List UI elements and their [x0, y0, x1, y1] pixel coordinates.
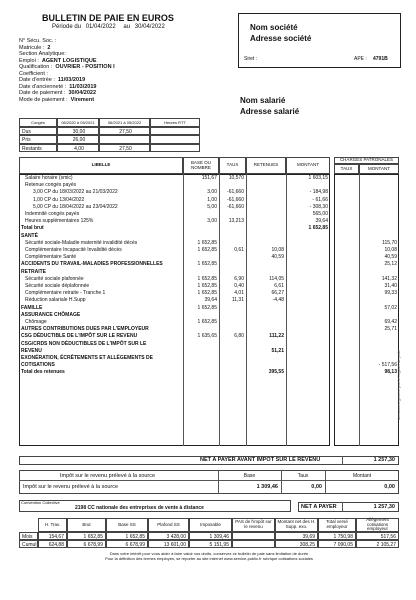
- table-row: [0, 233, 416, 240]
- row-base: 1 652,85: [197, 239, 217, 246]
- impot-base: 1 309,46: [256, 484, 278, 490]
- table-row: [0, 211, 416, 218]
- row-label: RETRAITE: [21, 268, 46, 275]
- employee-info-label: Matricule :: [19, 44, 45, 51]
- col-cp-montant-header: MONTANT: [359, 164, 399, 174]
- employee-info-value: OUVRIER - POSITION I: [55, 64, 115, 70]
- summary-cell: 6 678,99: [67, 540, 106, 548]
- side-note: document généré par le logiciel de paie: [396, 350, 401, 420]
- conges-cell: 27,50: [99, 127, 150, 136]
- row-base: 3,00: [207, 189, 217, 196]
- row-label: FAMILLE: [21, 304, 43, 311]
- row-taux: -61,660: [227, 196, 244, 203]
- impot-base-header: Base: [243, 473, 256, 479]
- summary-cell: 3 428,00: [148, 532, 189, 540]
- period-from: 01/04/2022: [85, 24, 116, 30]
- conges-row-label: Pris: [19, 135, 57, 144]
- summary-cell: [232, 532, 275, 540]
- employee-info-value: 2: [47, 44, 51, 51]
- employee-info-label: Section Analytique:: [19, 51, 66, 57]
- employee-info-value: 11/03/2019: [69, 83, 97, 90]
- row-base: 1 652,85: [197, 275, 217, 282]
- row-taux: 6,90: [234, 275, 244, 282]
- siret-label: Siret :: [244, 56, 258, 62]
- conges-cell: 26,00: [57, 135, 99, 144]
- row-ret: 66,27: [271, 290, 284, 297]
- table-row: [0, 283, 416, 290]
- summary-header-cell: Total versé employeur: [318, 518, 356, 532]
- row-mont: 565,00: [312, 211, 328, 217]
- col-retenues-header: RETENUES: [246, 157, 286, 174]
- summary-header-cell: Imposable: [189, 518, 232, 532]
- net-before-tax-label: NET A PAYER AVANT IMPOT SUR LE REVENU: [200, 457, 321, 463]
- row-base: 5,00: [207, 203, 217, 210]
- summary-header-cell: [19, 518, 38, 532]
- row-label: Total brut: [21, 225, 44, 232]
- convention-text: 2198 CC nationale des entreprises de vente à distance: [75, 505, 204, 511]
- employee-info-line: [19, 97, 94, 104]
- employee-info-value: AGENT LOGISTIQUE: [41, 57, 97, 64]
- employee-info-label: Mode de paiement :: [19, 96, 68, 103]
- row-label: Retenue congés payés: [25, 182, 77, 189]
- table-row: [0, 312, 416, 319]
- employee-info-label: Date d'entrée :: [19, 77, 55, 83]
- table-row: [0, 305, 416, 312]
- table-row: [0, 247, 416, 254]
- table-row: [0, 189, 416, 196]
- summary-cell: 308,25: [275, 540, 318, 548]
- summary-cell: 1 750,98: [318, 532, 356, 540]
- table-row: [0, 341, 416, 348]
- row-mont: - 61,66: [312, 196, 328, 203]
- row-base: 1 652,85: [197, 319, 217, 325]
- summary-header-cell: Base SS: [106, 518, 148, 532]
- row-label: ACCIDENTS DU TRAVAIL-MALADIES PROFESSIONNELLES: [21, 261, 163, 268]
- row-base: 1 652,85: [197, 283, 217, 289]
- row-label: Sécurité sociale déplafonnée: [25, 283, 90, 289]
- conges-cell: [99, 135, 150, 144]
- row-cpm: 40,59: [384, 254, 397, 261]
- row-label: ASSURANCE CHÔMAGE: [21, 311, 81, 318]
- summary-cell: 1 652,85: [106, 532, 148, 540]
- conges-cell: 30,00: [57, 127, 99, 136]
- table-row: [0, 297, 416, 304]
- conges-table: [19, 118, 200, 152]
- conges-cell: [150, 135, 200, 144]
- table-row: [0, 348, 416, 355]
- period-to-label: au: [123, 24, 131, 30]
- employee-info-label: Date d'ancienneté :: [19, 83, 67, 90]
- table-row: [0, 182, 416, 189]
- row-cpm: 25,71: [384, 326, 397, 333]
- row-cpm: 10,08: [384, 247, 397, 253]
- summary-header-cell: Allègement cotisations employeur: [356, 518, 399, 532]
- table-row: [0, 175, 416, 182]
- net-a-payer-value: 1 257,30: [373, 504, 395, 510]
- table-row: [0, 240, 416, 247]
- row-mont: 1 652,85: [308, 225, 328, 232]
- table-row: [0, 362, 416, 369]
- row-taux: -61,660: [227, 203, 244, 210]
- row-mont: 1 603,15: [308, 175, 328, 181]
- impot-row-label: Impôt sur le revenu prélevé à la source: [23, 484, 119, 490]
- conges-cell: [150, 127, 200, 136]
- summary-cell: 13 601,00: [148, 540, 189, 548]
- row-taux: 0,40: [234, 283, 244, 289]
- summary-cell: 624,88: [38, 540, 67, 548]
- summary-cell: 5 151,95: [189, 540, 232, 548]
- row-taux: 10,570: [228, 175, 244, 181]
- row-ret: 6,61: [274, 283, 284, 289]
- table-row: [0, 204, 416, 211]
- conges-cell: 4,00: [57, 144, 99, 153]
- summary-row-label: Mois: [19, 532, 38, 540]
- row-label: CSG DÉDUCTIBLE DE L'IMPÔT SUR LE REVENU: [21, 333, 138, 340]
- employee-name: Nom salarié: [240, 96, 286, 105]
- row-cpm: 69,42: [384, 319, 397, 325]
- row-taux: 11,31: [231, 297, 244, 304]
- row-mont: 39,64: [315, 218, 328, 225]
- row-cpm: 98,13: [384, 369, 397, 376]
- row-label: Complémentaire Santé: [25, 254, 77, 261]
- row-ret: -4,48: [272, 297, 284, 304]
- employee-info-label: Qualification :: [19, 64, 53, 70]
- table-row: [0, 290, 416, 297]
- summary-header-cell: Plafond SS: [148, 518, 189, 532]
- employer-name: Nom société: [250, 23, 298, 32]
- conges-header-cell: Heures RTT: [150, 118, 200, 127]
- row-label: CSG/CRDS NON DÉDUCTIBLES DE L'IMPÔT SUR LE: [21, 340, 147, 347]
- impot-title: Impôt sur le revenu prélevé à la source: [60, 473, 156, 479]
- col-montant-header: MONTANT: [286, 157, 330, 174]
- ape-value: 4791B: [373, 56, 388, 62]
- row-ret: 40,59: [271, 254, 284, 261]
- row-label: Sécurité sociale-Maladie maternité invalidité décès: [25, 239, 138, 246]
- conges-row-label: Restants: [19, 144, 57, 153]
- row-label: Chômage: [25, 319, 47, 325]
- conges-header-cell: 06/2021 à 05/2022: [99, 118, 150, 127]
- summary-header-cell: Montant net des H. Supp. exo.: [275, 518, 318, 532]
- impot-montant-header: Montant: [352, 473, 372, 479]
- row-ret: 10,08: [271, 247, 284, 253]
- row-base: 1 635,65: [197, 333, 217, 340]
- conges-cell: 27,50: [99, 144, 150, 153]
- table-row: [0, 369, 416, 376]
- table-row: [0, 355, 416, 362]
- summary-cell: 7 090,05: [318, 540, 356, 548]
- table-row: [0, 333, 416, 340]
- summary-cell: 154,67: [38, 532, 67, 540]
- conges-header-cell: Congés: [19, 118, 57, 127]
- row-label: 1,00 CP du 13/04/2022: [33, 196, 85, 203]
- summary-header-cell: Brut: [67, 518, 106, 532]
- impot-montant: 0,00: [384, 484, 395, 490]
- period-label: Période du: [52, 24, 82, 30]
- conges-header-cell: 06/2020 à 05/2021: [57, 118, 99, 127]
- net-before-tax-value: 1 257,30: [373, 457, 395, 463]
- row-cpm: 115,70: [382, 239, 397, 246]
- row-cpm: 57,02: [384, 304, 397, 311]
- summary-cell: 2 105,27: [356, 540, 399, 548]
- net-a-payer-label: NET A PAYER: [301, 504, 337, 510]
- row-label: 5,00 CP du 18/04/2022 au 23/04/2022: [33, 203, 118, 210]
- summary-cell: 39,69: [275, 532, 318, 540]
- row-label: Salaire horaire (smic): [25, 175, 73, 181]
- table-row: [0, 254, 416, 261]
- row-base: 1 652,85: [197, 247, 217, 253]
- row-mont: - 308,30: [309, 203, 328, 210]
- summary-cell: 517,56: [356, 532, 399, 540]
- employee-info-value: 11/03/2019: [57, 77, 86, 83]
- ape-label: APE :: [354, 56, 367, 62]
- impot-taux-header: Taux: [297, 473, 309, 479]
- col-cp-taux-header: TAUX: [334, 164, 359, 174]
- charges-patronales-header: CHARGES PATRONALES: [334, 157, 399, 164]
- employee-info-label: Date de paiement :: [19, 90, 66, 96]
- row-taux: 0,61: [234, 247, 244, 253]
- table-row: [0, 261, 416, 268]
- table-row: [0, 225, 416, 232]
- row-label: COTISATIONS: [21, 362, 55, 369]
- row-base: 1 652,85: [197, 261, 217, 268]
- row-base: 3,00: [207, 218, 217, 225]
- summary-cell: 6 678,99: [106, 540, 148, 548]
- row-label: Complémentaire retraite - Tranche 1: [25, 290, 106, 297]
- row-label: AUTRES CONTRIBUTIONS DUES PAR L'EMPLOYEUR: [21, 326, 149, 333]
- row-taux: 13,213: [228, 218, 244, 225]
- row-base: 39,64: [204, 297, 217, 304]
- period-to: 30/04/2022: [134, 24, 165, 30]
- table-row: [0, 197, 416, 204]
- employer-address: Adresse société: [250, 34, 312, 43]
- employee-info-value: 30/04/2022: [68, 90, 97, 96]
- employer-box: [238, 13, 401, 68]
- summary-cell: 1 309,46: [189, 532, 232, 540]
- conges-cell: [150, 144, 200, 153]
- table-row: [0, 276, 416, 283]
- row-label: Réduction salariale H.Supp: [25, 297, 86, 304]
- row-label: SANTÉ: [21, 232, 38, 239]
- conges-row-label: Dus: [19, 127, 57, 136]
- row-mont: - 184,98: [309, 189, 328, 196]
- footer-line-2: Pour la définition des termes employés, se reporter au site internet www.service-public.fr rubrique cotisations sociales: [105, 556, 313, 561]
- row-ret: 111,22: [269, 333, 284, 340]
- pay-period: [52, 24, 165, 31]
- row-cpm: 99,33: [384, 290, 397, 297]
- table-row: [0, 218, 416, 225]
- row-taux: 6,80: [234, 333, 244, 340]
- row-label: REVENU: [21, 347, 42, 354]
- row-taux: -61,660: [227, 189, 244, 196]
- summary-header-cell: PAS de l'impôt sur le revenu: [232, 518, 275, 532]
- row-base: 1,00: [207, 196, 217, 203]
- employee-info-value: Virement: [70, 96, 95, 103]
- row-cpm: 141,32: [381, 275, 397, 282]
- row-ret: 395,55: [268, 369, 284, 376]
- row-label: 3,00 CP du 18/03/2022 au 21/03/2022: [33, 189, 118, 196]
- footer-line-1: Dans votre intérêt pour vous aider à faire valoir vos droits, conservez ce bulletin de paie sans limitation de durée: [109, 551, 309, 556]
- row-base: 1 652,85: [197, 304, 217, 311]
- summary-header-cell: H. Trav.: [38, 518, 67, 532]
- document-title: BULLETIN DE PAIE EN EUROS: [42, 13, 174, 23]
- row-base: 151,67: [201, 175, 217, 181]
- row-label: Sécurité sociale plafonnée: [25, 275, 84, 282]
- convention-label: Convention Collective: [21, 500, 60, 505]
- summary-cell: [232, 540, 275, 548]
- summary-cell: 1 652,85: [67, 532, 106, 540]
- col-base-header: BASE OU NOMBRE: [183, 157, 219, 174]
- row-label: Heures supplémentaires 125%: [25, 218, 94, 225]
- row-label: EXONÉRATION, ÉCRÊTEMENTS ET ALLÈGEMENTS DE: [21, 355, 153, 361]
- row-cpm: 31,40: [384, 283, 397, 289]
- summary-row-label: Cumul: [19, 540, 38, 548]
- row-cpm: 25,12: [384, 261, 397, 268]
- row-ret: 51,21: [271, 347, 284, 354]
- employee-info-label: Coefficient :: [19, 70, 48, 77]
- table-row: [0, 269, 416, 276]
- row-label: Total des retenues: [21, 369, 65, 376]
- row-cpm: - 517,56: [378, 362, 397, 369]
- row-label: Complémentaire Incapacité Invalidité décès: [25, 247, 122, 253]
- col-libelle-header: LIBELLE: [19, 157, 183, 174]
- table-row: [0, 319, 416, 326]
- impot-taux: 0,00: [311, 484, 322, 490]
- col-taux-header: TAUX: [219, 157, 246, 174]
- row-base: 1 652,85: [197, 290, 217, 297]
- employee-info-label: N° Sécu. Soc. :: [19, 38, 57, 44]
- row-label: Indemnité congés payés: [25, 211, 80, 217]
- row-ret: 114,05: [269, 275, 284, 282]
- employee-address: Adresse salarié: [240, 107, 300, 116]
- row-taux: 4,01: [234, 290, 244, 297]
- employee-info-label: Emploi :: [19, 57, 39, 64]
